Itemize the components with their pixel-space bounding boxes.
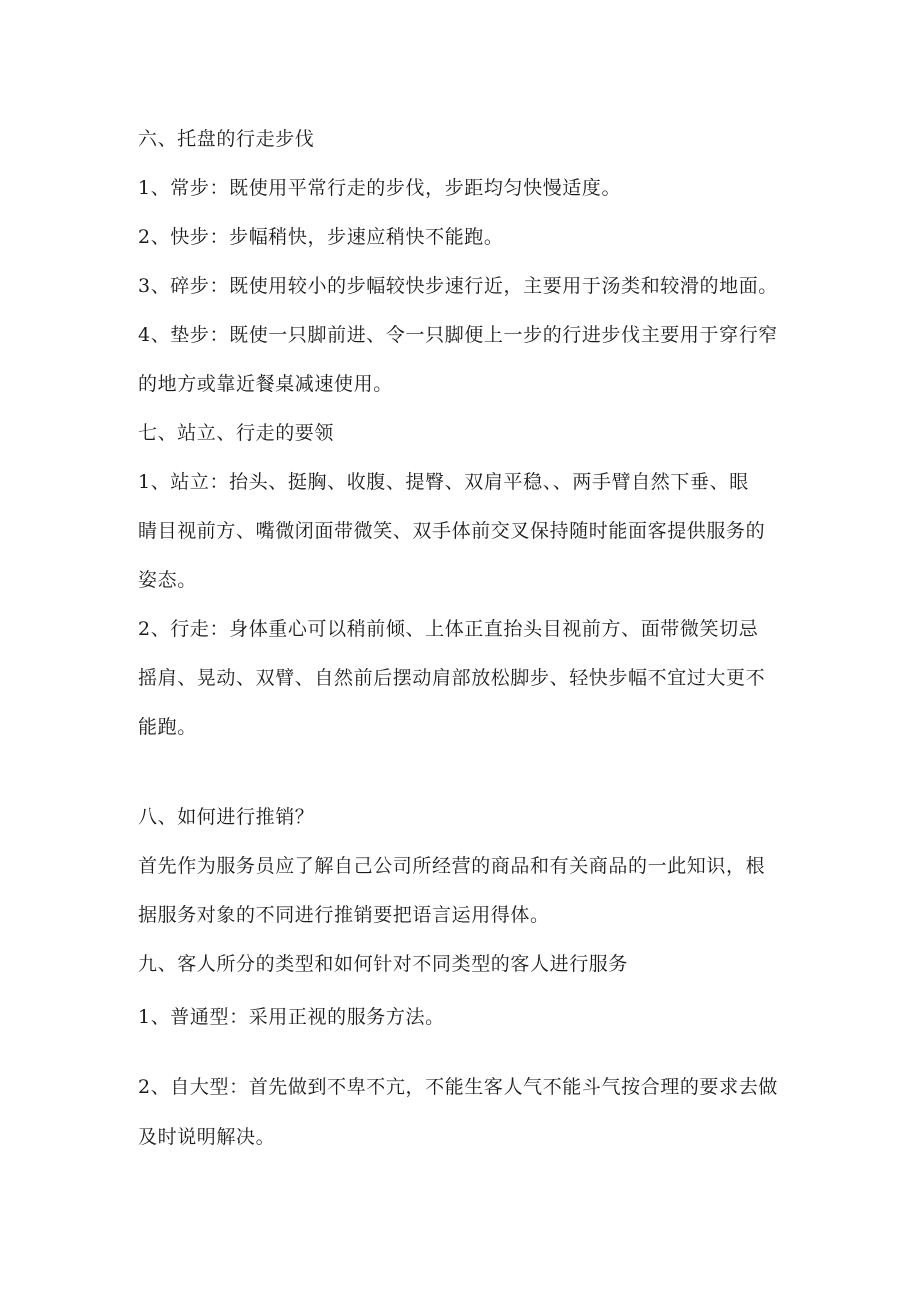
section-7-item-2: 2、行走：身体重心可以稍前倾、上体正直抬头目视前方、面带微笑切忌	[138, 618, 759, 640]
section-8-paragraph-line-1: 首先作为服务员应了解自己公司所经营的商品和有关商品的一此知识，根	[138, 855, 766, 877]
section-6-item-4: 4、垫步：既使一只脚前进、令一只脚便上一步的行进步伐主要用于穿行窄	[138, 324, 778, 346]
section-8-paragraph-line-2: 据服务对象的不同进行推销要把语言运用得体。	[138, 904, 550, 926]
section-6-item-2: 2、快步：步幅稍快，步速应稍快不能跑。	[138, 226, 504, 248]
section-7-item-1-cont-1: 睛目视前方、嘴微闭面带微笑、双手体前交叉保持随时能面客提供服务的	[138, 520, 766, 542]
section-9-item-2: 2、自大型：首先做到不卑不亢，不能生客人气不能斗气按合理的要求去做	[138, 1076, 778, 1098]
section-9-item-2-cont: 及时说明解决。	[138, 1126, 276, 1148]
section-9-heading: 九、客人所分的类型和如何针对不同类型的客人进行服务	[138, 953, 629, 975]
section-7-item-2-cont-2: 能跑。	[138, 716, 197, 738]
section-9-item-1: 1、普通型：采用正视的服务方法。	[138, 1006, 445, 1028]
section-7-item-1-cont-2: 姿态。	[138, 569, 197, 591]
section-6-heading: 六、托盘的行走步伐	[138, 128, 315, 150]
section-7-item-2-cont-1: 摇肩、晃动、双臂、自然前后摆动肩部放松脚步、轻快步幅不宜过大更不	[138, 667, 766, 689]
section-8-heading: 八、如何进行推销？	[138, 806, 315, 828]
section-6-item-3: 3、碎步：既使用较小的步幅较快步速行近，主要用于汤类和较滑的地面。	[138, 275, 778, 297]
section-6-item-1: 1、常步：既使用平常行走的步伐，步距均匀快慢适度。	[138, 177, 622, 199]
section-7-item-1: 1、站立：抬头、挺胸、收腹、提臀、双肩平稳、、两手臂自然下垂、眼	[138, 471, 749, 493]
section-7-heading: 七、站立、行走的要领	[138, 422, 335, 444]
section-6-item-4-cont: 的地方或靠近餐桌减速使用。	[138, 373, 393, 395]
